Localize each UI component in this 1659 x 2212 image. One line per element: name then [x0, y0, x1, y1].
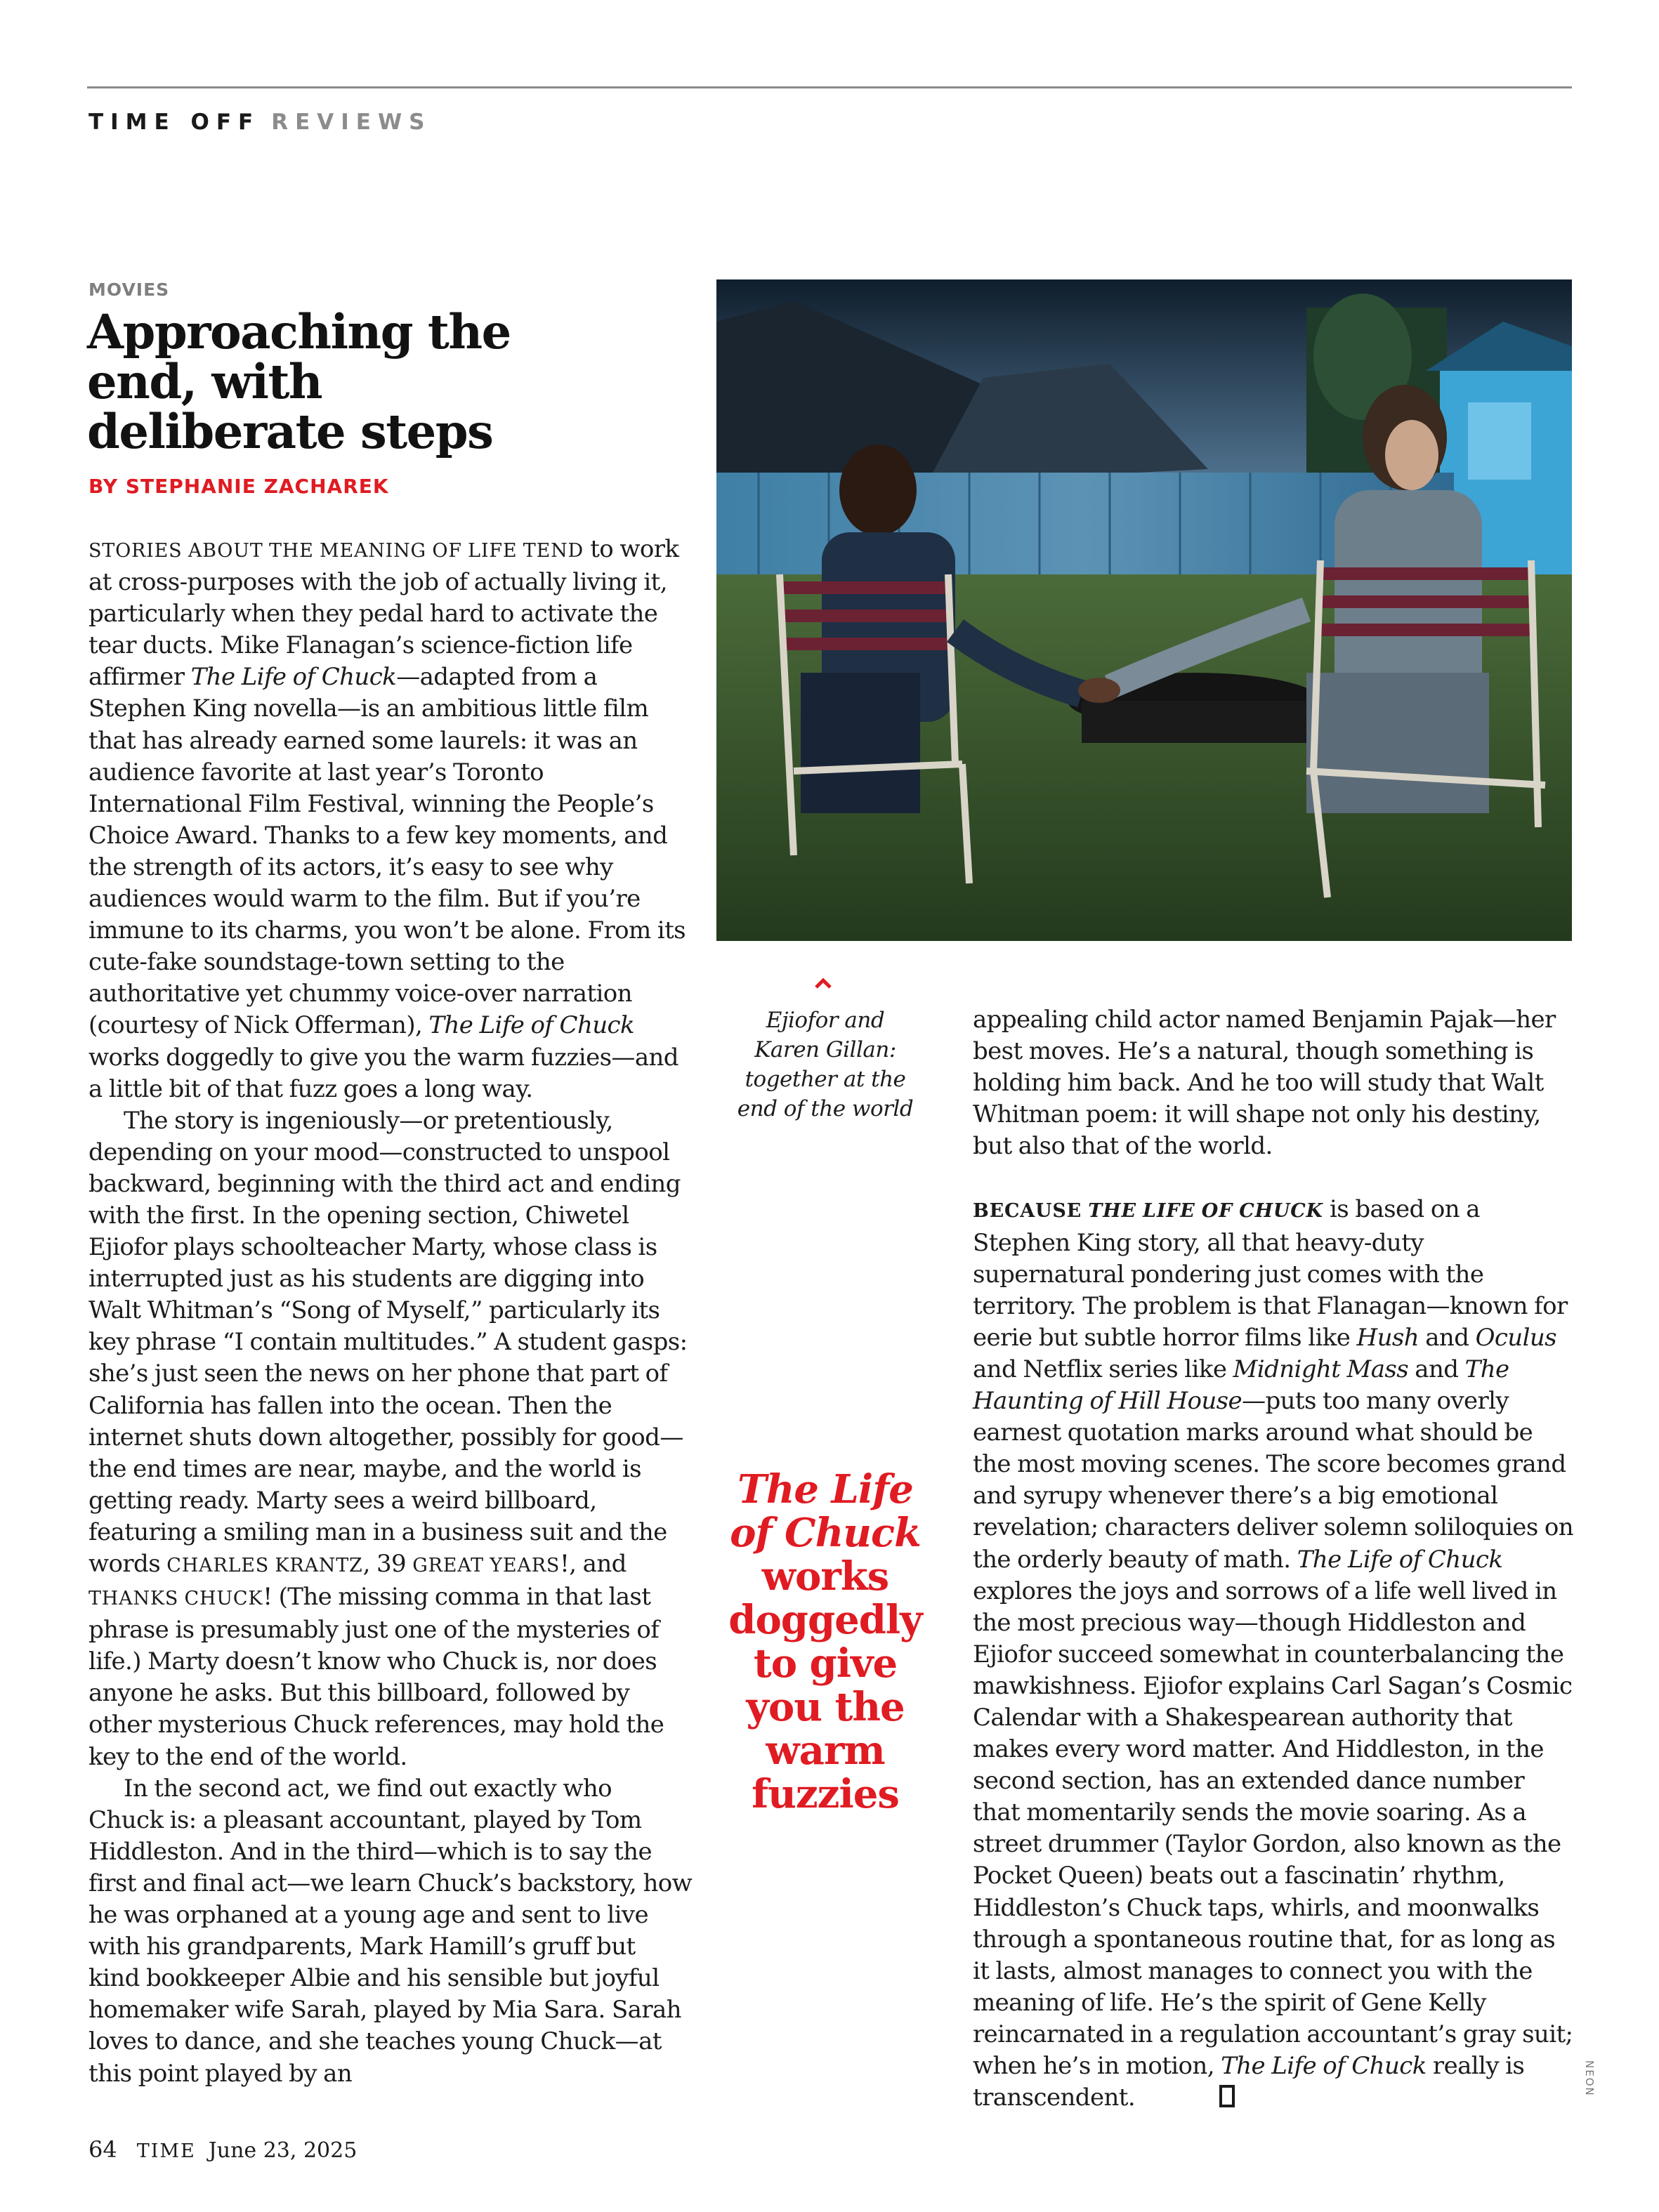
- paragraph-1: STORIES ABOUT THE MEANING OF LIFE TEND to work at cross-purposes with the job of actually living it, particularly when they pedal hard to activate the tear ducts. Mike Flanagan’s science-fiction life affirmer The Life of Chuck—adapted from a Stephen King novella—is an ambitious little film that has already earned some laurels: it was an audience favorite at last year’s Toronto International Film Festival, winning the People’s Choice Award. Thanks to a few key moments, and the strength of its actors, it’s easy to see why audiences would warm to the film. But if you’re immune to its charms, you won’t be alone. From its cute-fake soundstage-town setting to the authoritative yet chummy voice-over narration (courtesy of Nick Offerman), The Life of Chuck works doggedly to give you the warm fuzzies—and a little bit of that fuzz goes a long way.: [88, 535, 686, 1103]
- page-number: 64: [88, 2136, 117, 2163]
- magazine-name: TIME: [136, 2140, 196, 2162]
- section-header: [88, 110, 431, 135]
- paragraph-4: appealing child actor named Benjamin Pajak—her best moves. He’s a natural, though something is holding him back. And he too will study that Walt Whitman poem: it will shape not only his destiny, but also that of the world.: [973, 1006, 1556, 1161]
- photo-credit: NEON: [1583, 2060, 1596, 2097]
- caption-pointer-icon: [815, 977, 832, 992]
- subsection-name: REVIEWS: [271, 110, 432, 135]
- photo-caption: Ejiofor and Karen Gillan: together at the end of the world: [737, 1008, 914, 1121]
- article-kicker: MOVIES: [88, 279, 170, 300]
- article-byline: BY STEPHANIE ZACHAREK: [88, 475, 389, 498]
- article-column-left: [88, 534, 693, 2090]
- article-column-right: [973, 1004, 1577, 2114]
- paragraph-5: BECAUSE THE LIFE OF CHUCK is based on a Stephen King story, all that heavy-duty supernatural pondering just comes with the territory. The problem is that Flanagan—known for eerie but subtle horror films like Hush and Oculus and Netflix series like Midnight Mass and The Haunting of Hill House—puts too many overly earnest quotation marks around what should be the most moving scenes. The score becomes grand and syrupy whenever there’s a big emotional revelation; characters deliver solemn soliloquies on the orderly beauty of math. The Life of Chuck explores the joys and sorrows of a life well lived in the most precious way—though Hiddleston and Ejiofor succeed somewhat in counterbalancing the mawkishness. Ejiofor explains Carl Sagan’s Cosmic Calendar with a Shakespearean authority that makes every word matter. And Hiddleston, in the second section, has an extended dance number that momentarily sends the movie soaring. As a street drummer (Taylor Gordon, also known as the Pocket Queen) beats out a fascinatin’ rhythm, Hiddleston’s Chuck taps, whirls, and moonwalks through a spontaneous routine that, for as long as it lasts, almost manages to connect you with the meaning of life. He’s the spirit of Gene Kelly reincarnated in a regulation accountant’s gray suit; when he’s in motion, The Life of Chuck really is transcendent.: [973, 1195, 1574, 2112]
- lead-in: STORIES ABOUT THE MEANING OF LIFE TEND: [88, 540, 584, 562]
- paragraph-3: In the second act, we find out exactly who Chuck is: a pleasant accountant, played by Tom Hiddleston. And in the third—which is to say the first and final act—we learn Chuck’s backstory, how he was orphaned at a young age and sent to live with his grandparents, Mark Hamill’s gruff but kind bookkeeper Albie and his sensible but joyful homemaker wife Sarah, played by Mia Sara. Sarah loves to dance, and she teaches young Chuck—at this point played by an: [88, 1774, 693, 2088]
- header-rule: [87, 86, 1572, 88]
- article-headline: Approaching the end, with deliberate steps: [87, 304, 511, 459]
- lead-in: BECAUSE: [973, 1200, 1089, 1223]
- film-still-illustration: [716, 279, 1572, 941]
- pull-quote-text: works doggedly to give you the warm fuzzies: [728, 1553, 922, 1817]
- film-title: The Life of Chuck: [428, 1011, 635, 1040]
- page-footer: [88, 2136, 357, 2163]
- pull-quote: [716, 1468, 934, 1816]
- end-mark-icon: [1219, 2085, 1235, 2107]
- paragraph-2: The story is ingeniously—or pretentiously, depending on your mood—constructed to unspool backward, beginning with the third act and ending with the first. In the opening section, Chiwetel Ejiofor plays schoolteacher Marty, whose class is interrupted just as his students are digging into Walt Whitman’s “Song of Myself,” particularly its key phrase “I contain multitudes.” A student gasps: she’s just seen the news on her phone that part of California has fallen into the ocean. Then the internet shuts down altogether, possibly for good—the end times are near, maybe, and the world is getting ready. Marty sees a weird billboard, featuring a smiling man in a business suit and the words CHARLES KRANTZ, 39 GREAT YEARS!, and THANKS CHUCK! (The missing comma in that last phrase is presumably just one of the mysteries of life.) Marty doesn’t know who Chuck is, nor does anyone he asks. But this billboard, followed by other mysterious Chuck references, may hold the key to the end of the world.: [88, 1106, 688, 1771]
- pull-quote-title: The Life of Chuck: [730, 1466, 921, 1556]
- film-title: The Life of Chuck: [190, 663, 397, 692]
- section-name: TIME OFF: [88, 110, 261, 135]
- film-still-photo: [716, 279, 1572, 941]
- issue-date: June 23, 2025: [208, 2138, 358, 2163]
